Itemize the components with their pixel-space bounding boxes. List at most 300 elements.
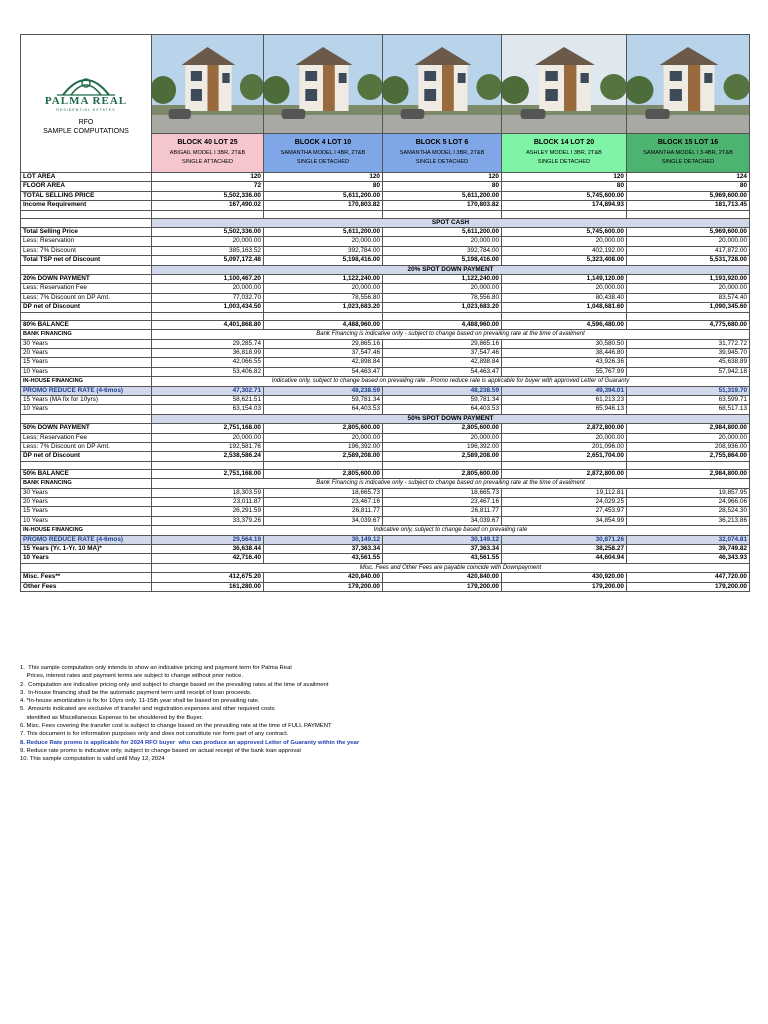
value-cell: 37,363.34: [383, 545, 502, 554]
value-cell: 1,023,683.20: [264, 303, 383, 312]
value-cell: 34,039.67: [264, 516, 383, 525]
section-header-row: [21, 265, 750, 274]
value-cell: 46,343.93: [627, 554, 750, 563]
note-text: Bank Financing is indicative only - subject to change based on prevailing rate at the time of availment: [152, 479, 750, 488]
value-cell: 170,803.82: [264, 201, 383, 210]
value-cell: 2,805,600.00: [383, 424, 502, 433]
section-header-row: [21, 218, 750, 227]
unit-photo-5: [627, 35, 750, 134]
value-cell: 181,713.45: [627, 201, 750, 210]
table-row: [21, 516, 750, 525]
table-row: [21, 442, 750, 451]
row-label: [21, 563, 152, 572]
empty-cell: [264, 461, 383, 469]
table-row: [21, 201, 750, 210]
value-cell: 43,561.55: [383, 554, 502, 563]
value-cell: 5,198,416.00: [383, 256, 502, 265]
value-cell: 167,490.02: [152, 201, 264, 210]
footnote-line: 10. This sample computation is valid until May 12, 2024: [20, 756, 165, 763]
value-cell: 2,751,168.00: [152, 469, 264, 478]
unit-type: SINGLE DETACHED: [415, 159, 469, 165]
empty-cell: [21, 218, 152, 227]
brand-cell: [21, 35, 152, 173]
unit-title: BLOCK 5 LOT 6: [415, 139, 469, 146]
value-cell: 20,000.00: [152, 433, 264, 442]
footnote-line: 3. In-house financing shall be the automatic payment term until receipt of loan proceeds.: [20, 689, 252, 696]
value-cell: 2,872,800.00: [502, 469, 627, 478]
row-label: DP net of Discount: [21, 303, 152, 312]
value-cell: 20,000.00: [152, 284, 264, 293]
value-cell: 2,651,704.00: [502, 452, 627, 461]
value-cell: 36,213.86: [627, 516, 750, 525]
row-label: Less: 7% Discount on DP Amt.: [21, 293, 152, 302]
value-cell: 5,502,336.00: [152, 228, 264, 237]
value-cell: 5,745,600.00: [502, 228, 627, 237]
table-row: [21, 320, 750, 329]
footnote-line: Prices, interest rates and payment terms are subject to change without prior notice.: [20, 673, 243, 680]
value-cell: 1,122,240.00: [383, 275, 502, 284]
table-row: [21, 237, 750, 246]
row-label: 20% DOWN PAYMENT: [21, 275, 152, 284]
row-label: 30 Years: [21, 339, 152, 348]
value-cell: 20,000.00: [627, 237, 750, 246]
value-cell: 196,392.00: [383, 442, 502, 451]
table-row: [21, 191, 750, 200]
value-cell: 179,200.00: [264, 582, 383, 591]
spacer-row: [21, 461, 750, 469]
unit-type: SINGLE DETACHED: [537, 159, 591, 165]
value-cell: 29,865.16: [383, 339, 502, 348]
unit-photo-2: [264, 35, 383, 134]
table-row: [21, 582, 750, 591]
note-row: [21, 479, 750, 488]
value-cell: 51,319.70: [627, 386, 750, 395]
value-cell: 61,213.23: [502, 395, 627, 404]
value-cell: 33,379.26: [152, 516, 264, 525]
value-cell: 54,463.47: [383, 367, 502, 376]
empty-cell: [383, 461, 502, 469]
value-cell: 29,865.16: [264, 339, 383, 348]
value-cell: 78,556.80: [383, 293, 502, 302]
spacer-row: [21, 210, 750, 218]
empty-cell: [627, 312, 750, 320]
value-cell: 34,039.67: [383, 516, 502, 525]
value-cell: 420,840.00: [383, 573, 502, 582]
value-cell: 161,280.00: [152, 582, 264, 591]
empty-cell: [627, 210, 750, 218]
value-cell: 2,589,208.00: [264, 452, 383, 461]
empty-cell: [383, 312, 502, 320]
value-cell: 417,872.00: [627, 246, 750, 255]
value-cell: 26,811.77: [264, 507, 383, 516]
value-cell: 48,238.59: [264, 386, 383, 395]
value-cell: 80: [264, 182, 383, 191]
value-cell: 63,154.03: [152, 405, 264, 414]
value-cell: 385,163.52: [152, 246, 264, 255]
palma-real-logo-icon: [55, 71, 117, 97]
value-cell: 80: [502, 182, 627, 191]
computation-sheet: [20, 34, 749, 592]
table-row: [21, 498, 750, 507]
value-cell: 37,363.34: [264, 545, 383, 554]
footnote-line: 2. Computation are indicative pricing only and subject to change based on the prevailing rates at the time of availment: [20, 681, 329, 688]
footnote-line: identified as Miscellaneous Expense to be shouldered by the Buyer.: [20, 714, 204, 721]
unit-model: SAMANTHA MODEL I 3-4BR, 2T&B: [643, 150, 733, 156]
row-label: 15 Years: [21, 358, 152, 367]
brand-name: PALMA REAL: [44, 94, 128, 107]
row-label: IN-HOUSE FINANCING: [21, 526, 152, 535]
unit-title: BLOCK 40 LOT 25: [177, 139, 238, 146]
value-cell: 1,149,120.00: [502, 275, 627, 284]
row-label: LOT AREA: [21, 173, 152, 182]
value-cell: 30,871.26: [502, 535, 627, 544]
table-row: [21, 173, 750, 182]
computation-table: [20, 34, 750, 592]
value-cell: 2,805,600.00: [264, 424, 383, 433]
row-label: Misc. Fees**: [21, 573, 152, 582]
empty-cell: [21, 210, 152, 218]
value-cell: 59,781.34: [264, 395, 383, 404]
empty-cell: [627, 461, 750, 469]
table-row: [21, 554, 750, 563]
value-cell: 30,580.50: [502, 339, 627, 348]
value-cell: 1,090,345.60: [627, 303, 750, 312]
value-cell: 72: [152, 182, 264, 191]
value-cell: 31,772.72: [627, 339, 750, 348]
value-cell: 5,198,416.00: [264, 256, 383, 265]
value-cell: 26,291.59: [152, 507, 264, 516]
promo-row: [21, 386, 750, 395]
unit-title: BLOCK 15 LOT 16: [657, 139, 719, 146]
table-row: [21, 228, 750, 237]
table-row: [21, 433, 750, 442]
value-cell: 49,394.01: [502, 386, 627, 395]
note-text: Indicative only, subject to change based on prevailing rate . Promo reduce rate is applicable for buyer with approved Letter of Guaranty: [152, 377, 750, 386]
empty-cell: [21, 265, 152, 274]
value-cell: 42,898.84: [383, 358, 502, 367]
row-label: Less: Reservation: [21, 237, 152, 246]
unit-header-4: [502, 134, 627, 173]
house-photo-icon: [264, 35, 382, 133]
value-cell: 42,066.55: [152, 358, 264, 367]
value-cell: 23,467.16: [383, 498, 502, 507]
row-label: Less: Reservation Fee: [21, 433, 152, 442]
section-title: SPOT CASH: [152, 218, 750, 227]
footnote-line: 8. Reduce Rate promo is applicable for 2024 RFO buyer who can produce an approved Letter of Guaranty within the year: [20, 739, 360, 746]
value-cell: 1,193,920.00: [627, 275, 750, 284]
value-cell: 5,969,600.00: [627, 228, 750, 237]
value-cell: 64,403.53: [383, 405, 502, 414]
table-row: [21, 256, 750, 265]
row-label: 20 Years: [21, 498, 152, 507]
value-cell: 5,097,172.48: [152, 256, 264, 265]
table-row: [21, 182, 750, 191]
note-row: [21, 563, 750, 572]
row-label: 50% BALANCE: [21, 469, 152, 478]
value-cell: 4,401,868.80: [152, 320, 264, 329]
value-cell: 20,000.00: [627, 433, 750, 442]
value-cell: 4,488,960.00: [383, 320, 502, 329]
spacer-row: [21, 312, 750, 320]
value-cell: 2,805,600.00: [264, 469, 383, 478]
value-cell: 120: [264, 173, 383, 182]
unit-type: SINGLE ATTACHED: [181, 159, 234, 165]
unit-model: ABIGAIL MODEL I 3BR, 2T&B: [169, 150, 246, 156]
note-text: Indicative only, subject to change based on prevailing rate: [152, 526, 750, 535]
row-label: Less: 7% Discount on DP Amt.: [21, 442, 152, 451]
table-row: [21, 395, 750, 404]
row-label: BANK FINANCING: [21, 330, 152, 339]
value-cell: 5,323,408.00: [502, 256, 627, 265]
value-cell: 80: [383, 182, 502, 191]
table-row: [21, 573, 750, 582]
empty-cell: [264, 312, 383, 320]
value-cell: 201,096.00: [502, 442, 627, 451]
value-cell: 53,406.82: [152, 367, 264, 376]
value-cell: 120: [152, 173, 264, 182]
value-cell: 47,302.71: [152, 386, 264, 395]
row-label: PROMO REDUCE RATE (4-6mos): [21, 386, 152, 395]
value-cell: 39,945.70: [627, 348, 750, 357]
house-photo-icon: [383, 35, 501, 133]
table-row: [21, 424, 750, 433]
table-row: [21, 303, 750, 312]
value-cell: 402,192.00: [502, 246, 627, 255]
value-cell: 38,258.27: [502, 545, 627, 554]
value-cell: 27,453.97: [502, 507, 627, 516]
table-row: [21, 367, 750, 376]
value-cell: 18,665.73: [264, 488, 383, 497]
value-cell: 208,936.00: [627, 442, 750, 451]
footnote-line: 5. Amounts indicated are exclusive of transfer and registration expenses and other required costs: [20, 706, 275, 713]
value-cell: 57,942.18: [627, 367, 750, 376]
value-cell: 48,238.59: [383, 386, 502, 395]
row-label: TOTAL SELLING PRICE: [21, 191, 152, 200]
empty-cell: [152, 210, 264, 218]
value-cell: 19,112.81: [502, 488, 627, 497]
table-row: [21, 507, 750, 516]
value-cell: 5,611,200.00: [264, 191, 383, 200]
value-cell: 2,538,586.24: [152, 452, 264, 461]
row-label: 20 Years: [21, 348, 152, 357]
value-cell: 2,984,800.00: [627, 469, 750, 478]
table-row: [21, 469, 750, 478]
value-cell: 196,392.00: [264, 442, 383, 451]
value-cell: 80: [627, 182, 750, 191]
note-row: [21, 330, 750, 339]
value-cell: 42,716.40: [152, 554, 264, 563]
value-cell: 392,784.00: [383, 246, 502, 255]
value-cell: 29,285.74: [152, 339, 264, 348]
value-cell: 1,023,683.20: [383, 303, 502, 312]
empty-cell: [502, 210, 627, 218]
row-label: 10 Years: [21, 554, 152, 563]
unit-header-5: [627, 134, 750, 173]
value-cell: 28,524.30: [627, 507, 750, 516]
empty-cell: [21, 312, 152, 320]
unit-title: BLOCK 4 LOT 10: [294, 139, 352, 146]
value-cell: 42,898.84: [264, 358, 383, 367]
row-label: Other Fees: [21, 582, 152, 591]
value-cell: 29,564.19: [152, 535, 264, 544]
value-cell: 45,638.89: [627, 358, 750, 367]
value-cell: 23,467.16: [264, 498, 383, 507]
value-cell: 38,446.80: [502, 348, 627, 357]
row-label: Total Selling Price: [21, 228, 152, 237]
doc-type: RFO: [78, 119, 94, 127]
value-cell: 5,611,200.00: [264, 228, 383, 237]
value-cell: 20,000.00: [502, 237, 627, 246]
value-cell: 54,463.47: [264, 367, 383, 376]
footnote-line: 4. *In-house amortization is fix for 10yrs only. 11-15th year shall be based on prevailing rate.: [20, 698, 260, 705]
footnote-line: 6. Misc. Fees covering the transfer cost is subject to change based on the prevailing rate at the time of FULL PAYMENT: [20, 723, 332, 730]
value-cell: 43,926.36: [502, 358, 627, 367]
note-text: Bank Financing is indicative only - subject to change based on prevailing rate at the time of availment: [152, 330, 750, 339]
row-label: Income Requirement: [21, 201, 152, 210]
value-cell: 5,969,600.00: [627, 191, 750, 200]
note-text: Misc. Fees and Other Fees are payable coincide with Downpayment: [152, 563, 750, 572]
value-cell: 80,438.40: [502, 293, 627, 302]
value-cell: 23,011.87: [152, 498, 264, 507]
empty-cell: [502, 312, 627, 320]
value-cell: 2,872,800.00: [502, 424, 627, 433]
value-cell: 2,755,864.00: [627, 452, 750, 461]
value-cell: 4,488,960.00: [264, 320, 383, 329]
row-label: 10 Years: [21, 367, 152, 376]
row-label: 10 Years: [21, 405, 152, 414]
value-cell: 30,149.12: [264, 535, 383, 544]
section-title: 20% SPOT DOWN PAYMENT: [152, 265, 750, 274]
value-cell: 20,000.00: [264, 284, 383, 293]
unit-header-3: [383, 134, 502, 173]
doc-title: SAMPLE COMPUTATIONS: [43, 128, 129, 136]
table-row: [21, 284, 750, 293]
value-cell: 78,556.80: [264, 293, 383, 302]
computation-table-body: [21, 35, 750, 592]
house-photo-icon: [152, 35, 263, 133]
unit-photo-4: [502, 35, 627, 134]
value-cell: 5,611,200.00: [383, 228, 502, 237]
value-cell: 24,966.06: [627, 498, 750, 507]
table-row: [21, 358, 750, 367]
value-cell: 412,675.20: [152, 573, 264, 582]
value-cell: 124: [627, 173, 750, 182]
value-cell: 2,751,168.00: [152, 424, 264, 433]
value-cell: 24,029.25: [502, 498, 627, 507]
row-label: IN-HOUSE FINANCING: [21, 377, 152, 386]
unit-model: ASHLEY MODEL I 3BR, 2T&B: [526, 150, 602, 156]
value-cell: 2,589,208.00: [383, 452, 502, 461]
empty-cell: [152, 312, 264, 320]
value-cell: 179,200.00: [502, 582, 627, 591]
value-cell: 43,561.55: [264, 554, 383, 563]
value-cell: 430,920.00: [502, 573, 627, 582]
value-cell: 5,611,200.00: [383, 191, 502, 200]
footnote-line: 9. Reduce rate promo is indicative only, subject to change based on actual receipt of the bank loan approval: [20, 747, 301, 754]
value-cell: 83,574.40: [627, 293, 750, 302]
note-row: [21, 526, 750, 535]
row-label: Less: Reservation Fee: [21, 284, 152, 293]
value-cell: 55,767.99: [502, 367, 627, 376]
value-cell: 192,581.76: [152, 442, 264, 451]
note-row: [21, 377, 750, 386]
row-label: 80% BALANCE: [21, 320, 152, 329]
row-label: Total TSP net of Discount: [21, 256, 152, 265]
empty-cell: [383, 210, 502, 218]
footnotes: [20, 664, 760, 764]
value-cell: 20,000.00: [264, 237, 383, 246]
value-cell: 32,074.81: [627, 535, 750, 544]
unit-title: BLOCK 14 LOT 20: [533, 139, 595, 146]
value-cell: 5,745,600.00: [502, 191, 627, 200]
table-row: [21, 488, 750, 497]
value-cell: 65,946.13: [502, 405, 627, 414]
unit-photo-1: [152, 35, 264, 134]
footnote-line: 1. This sample computation only intends to show an indicative pricing and payment term for Palma Real: [20, 665, 292, 671]
value-cell: 20,000.00: [383, 237, 502, 246]
value-cell: 120: [502, 173, 627, 182]
table-row: [21, 545, 750, 554]
value-cell: 37,547.46: [264, 348, 383, 357]
value-cell: 1,100,467.20: [152, 275, 264, 284]
unit-type: SINGLE DETACHED: [661, 159, 715, 165]
row-label: PROMO REDUCE RATE (4-6mos): [21, 535, 152, 544]
value-cell: 2,984,800.00: [627, 424, 750, 433]
table-row: [21, 339, 750, 348]
row-label: 30 Years: [21, 488, 152, 497]
value-cell: 36,818.99: [152, 348, 264, 357]
house-photo-icon: [502, 35, 626, 133]
unit-header-1: [152, 134, 264, 173]
row-label: Less: 7% Discount: [21, 246, 152, 255]
value-cell: 20,000.00: [264, 433, 383, 442]
value-cell: 18,303.59: [152, 488, 264, 497]
table-row: [21, 246, 750, 255]
value-cell: 18,665.73: [383, 488, 502, 497]
value-cell: 59,781.34: [383, 395, 502, 404]
row-label: DP net of Discount: [21, 452, 152, 461]
unit-header-2: [264, 134, 383, 173]
value-cell: 44,604.94: [502, 554, 627, 563]
section-header-row: [21, 414, 750, 423]
value-cell: 77,032.70: [152, 293, 264, 302]
value-cell: 2,805,600.00: [383, 469, 502, 478]
value-cell: 1,003,434.50: [152, 303, 264, 312]
row-label: FLOOR AREA: [21, 182, 152, 191]
empty-cell: [502, 461, 627, 469]
value-cell: 420,840.00: [264, 573, 383, 582]
section-title: 50% SPOT DOWN PAYMENT: [152, 414, 750, 423]
value-cell: 170,803.82: [383, 201, 502, 210]
unit-model: SAMANTHA MODEL I 4BR, 2T&B: [280, 150, 366, 156]
empty-cell: [21, 461, 152, 469]
brand-tagline: RESIDENTIAL ESTATES: [56, 108, 116, 112]
value-cell: 120: [383, 173, 502, 182]
value-cell: 20,000.00: [152, 237, 264, 246]
value-cell: 30,149.12: [383, 535, 502, 544]
value-cell: 34,854.99: [502, 516, 627, 525]
value-cell: 20,000.00: [502, 433, 627, 442]
value-cell: 4,596,480.00: [502, 320, 627, 329]
row-label: 50% DOWN PAYMENT: [21, 424, 152, 433]
value-cell: 447,720.00: [627, 573, 750, 582]
table-row: [21, 405, 750, 414]
unit-photo-3: [383, 35, 502, 134]
value-cell: 1,048,681.60: [502, 303, 627, 312]
empty-cell: [264, 210, 383, 218]
table-row: [21, 293, 750, 302]
empty-cell: [152, 461, 264, 469]
